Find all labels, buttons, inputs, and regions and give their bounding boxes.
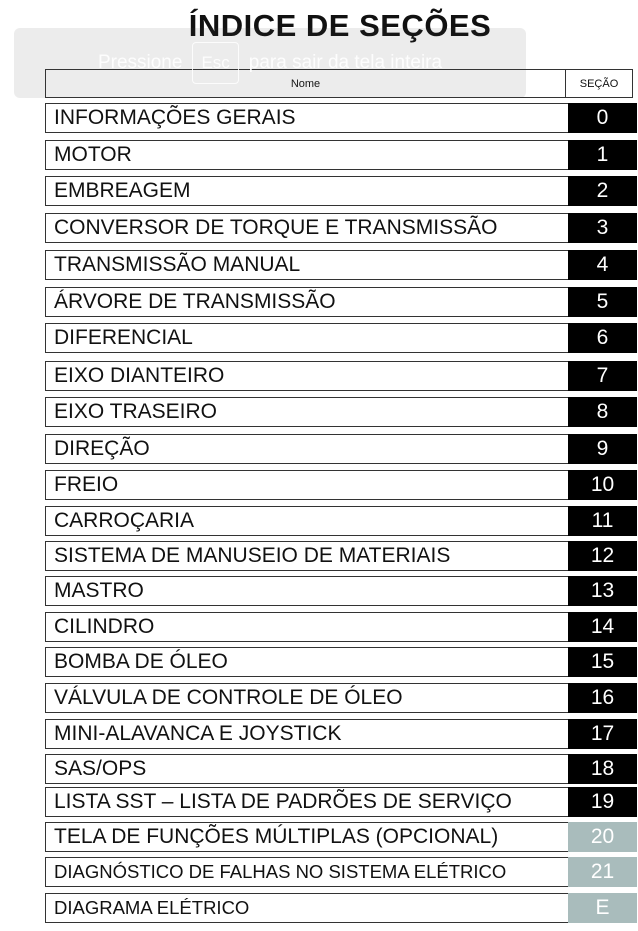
section-row[interactable] bbox=[45, 719, 637, 749]
section-name[interactable]: FREIO bbox=[45, 470, 568, 500]
section-number[interactable]: E bbox=[568, 893, 637, 923]
section-number[interactable]: 13 bbox=[568, 576, 637, 606]
section-number[interactable]: 10 bbox=[568, 470, 637, 500]
section-name[interactable]: DIFERENCIAL bbox=[45, 323, 568, 353]
section-number[interactable]: 16 bbox=[568, 683, 637, 713]
section-name[interactable]: INFORMAÇÕES GERAIS bbox=[45, 103, 568, 133]
section-name[interactable]: DIAGNÓSTICO DE FALHAS NO SISTEMA ELÉTRICO bbox=[45, 857, 568, 887]
section-number[interactable]: 11 bbox=[568, 506, 637, 536]
section-name[interactable]: MOTOR bbox=[45, 140, 568, 170]
section-number[interactable]: 2 bbox=[568, 176, 637, 206]
section-name[interactable]: BOMBA DE ÓLEO bbox=[45, 647, 568, 677]
hint-prefix: Pressione bbox=[97, 52, 183, 73]
section-number[interactable]: 9 bbox=[568, 434, 637, 464]
section-row[interactable] bbox=[45, 541, 637, 571]
section-name[interactable]: ÁRVORE DE TRANSMISSÃO bbox=[45, 287, 568, 317]
section-name[interactable]: DIREÇÃO bbox=[45, 434, 568, 464]
section-row[interactable] bbox=[45, 323, 637, 353]
section-row[interactable] bbox=[45, 857, 637, 887]
section-row[interactable] bbox=[45, 176, 637, 206]
header-section: SEÇÃO bbox=[579, 77, 619, 90]
section-number[interactable]: 15 bbox=[568, 647, 637, 677]
section-row[interactable] bbox=[45, 576, 637, 606]
section-number[interactable]: 1 bbox=[568, 140, 637, 170]
section-name[interactable]: MINI-ALAVANCA E JOYSTICK bbox=[45, 719, 568, 749]
section-number[interactable]: 8 bbox=[568, 397, 637, 427]
section-number[interactable]: 14 bbox=[568, 612, 637, 642]
section-number[interactable]: 19 bbox=[568, 787, 637, 817]
section-name[interactable]: CONVERSOR DE TORQUE E TRANSMISSÃO bbox=[45, 213, 568, 243]
section-row[interactable] bbox=[45, 140, 637, 170]
section-number[interactable]: 18 bbox=[568, 754, 637, 784]
page-title: ÍNDICE DE SEÇÕES bbox=[188, 8, 492, 43]
section-name[interactable]: TELA DE FUNÇÕES MÚLTIPLAS (OPCIONAL) bbox=[45, 822, 568, 852]
section-row[interactable] bbox=[45, 612, 637, 642]
section-name[interactable]: CILINDRO bbox=[45, 612, 568, 642]
section-row[interactable] bbox=[45, 287, 637, 317]
section-number[interactable]: 7 bbox=[568, 361, 637, 391]
section-row[interactable] bbox=[45, 250, 637, 280]
section-number[interactable]: 21 bbox=[568, 857, 637, 887]
section-name[interactable]: SAS/OPS bbox=[45, 754, 568, 784]
section-row[interactable] bbox=[45, 434, 637, 464]
section-number[interactable]: 5 bbox=[568, 287, 637, 317]
section-number[interactable]: 4 bbox=[568, 250, 637, 280]
section-number[interactable]: 0 bbox=[568, 103, 637, 133]
section-row[interactable] bbox=[45, 397, 637, 427]
section-row[interactable] bbox=[45, 470, 637, 500]
section-number[interactable]: 17 bbox=[568, 719, 637, 749]
section-name[interactable]: EMBREAGEM bbox=[45, 176, 568, 206]
section-name[interactable]: EIXO DIANTEIRO bbox=[45, 361, 568, 391]
esc-key[interactable]: Esc bbox=[192, 42, 238, 84]
section-row[interactable] bbox=[45, 893, 637, 923]
section-name[interactable]: EIXO TRASEIRO bbox=[45, 397, 568, 427]
section-row[interactable] bbox=[45, 647, 637, 677]
section-name[interactable]: TRANSMISSÃO MANUAL bbox=[45, 250, 568, 280]
fullscreen-exit-hint[interactable] bbox=[14, 28, 526, 98]
section-name[interactable]: CARROÇARIA bbox=[45, 506, 568, 536]
section-name[interactable]: LISTA SST – LISTA DE PADRÕES DE SERVIÇO bbox=[45, 787, 568, 817]
section-name[interactable]: MASTRO bbox=[45, 576, 568, 606]
section-name[interactable]: VÁLVULA DE CONTROLE DE ÓLEO bbox=[45, 683, 568, 713]
section-row[interactable] bbox=[45, 822, 637, 852]
header-name: Nome bbox=[46, 70, 566, 97]
section-row[interactable] bbox=[45, 787, 637, 817]
hint-suffix: para sair da tela inteira bbox=[248, 52, 443, 73]
section-row[interactable] bbox=[45, 361, 637, 391]
section-number[interactable]: 6 bbox=[568, 323, 637, 353]
section-number[interactable]: 12 bbox=[568, 541, 637, 571]
section-row[interactable] bbox=[45, 754, 637, 784]
section-name[interactable]: SISTEMA DE MANUSEIO DE MATERIAIS bbox=[45, 541, 568, 571]
section-row[interactable] bbox=[45, 683, 637, 713]
section-number[interactable]: 20 bbox=[568, 822, 637, 852]
section-row[interactable] bbox=[45, 103, 637, 133]
section-number[interactable]: 3 bbox=[568, 213, 637, 243]
section-row[interactable] bbox=[45, 506, 637, 536]
section-name[interactable]: DIAGRAMA ELÉTRICO bbox=[45, 893, 568, 923]
section-row[interactable] bbox=[45, 213, 637, 243]
